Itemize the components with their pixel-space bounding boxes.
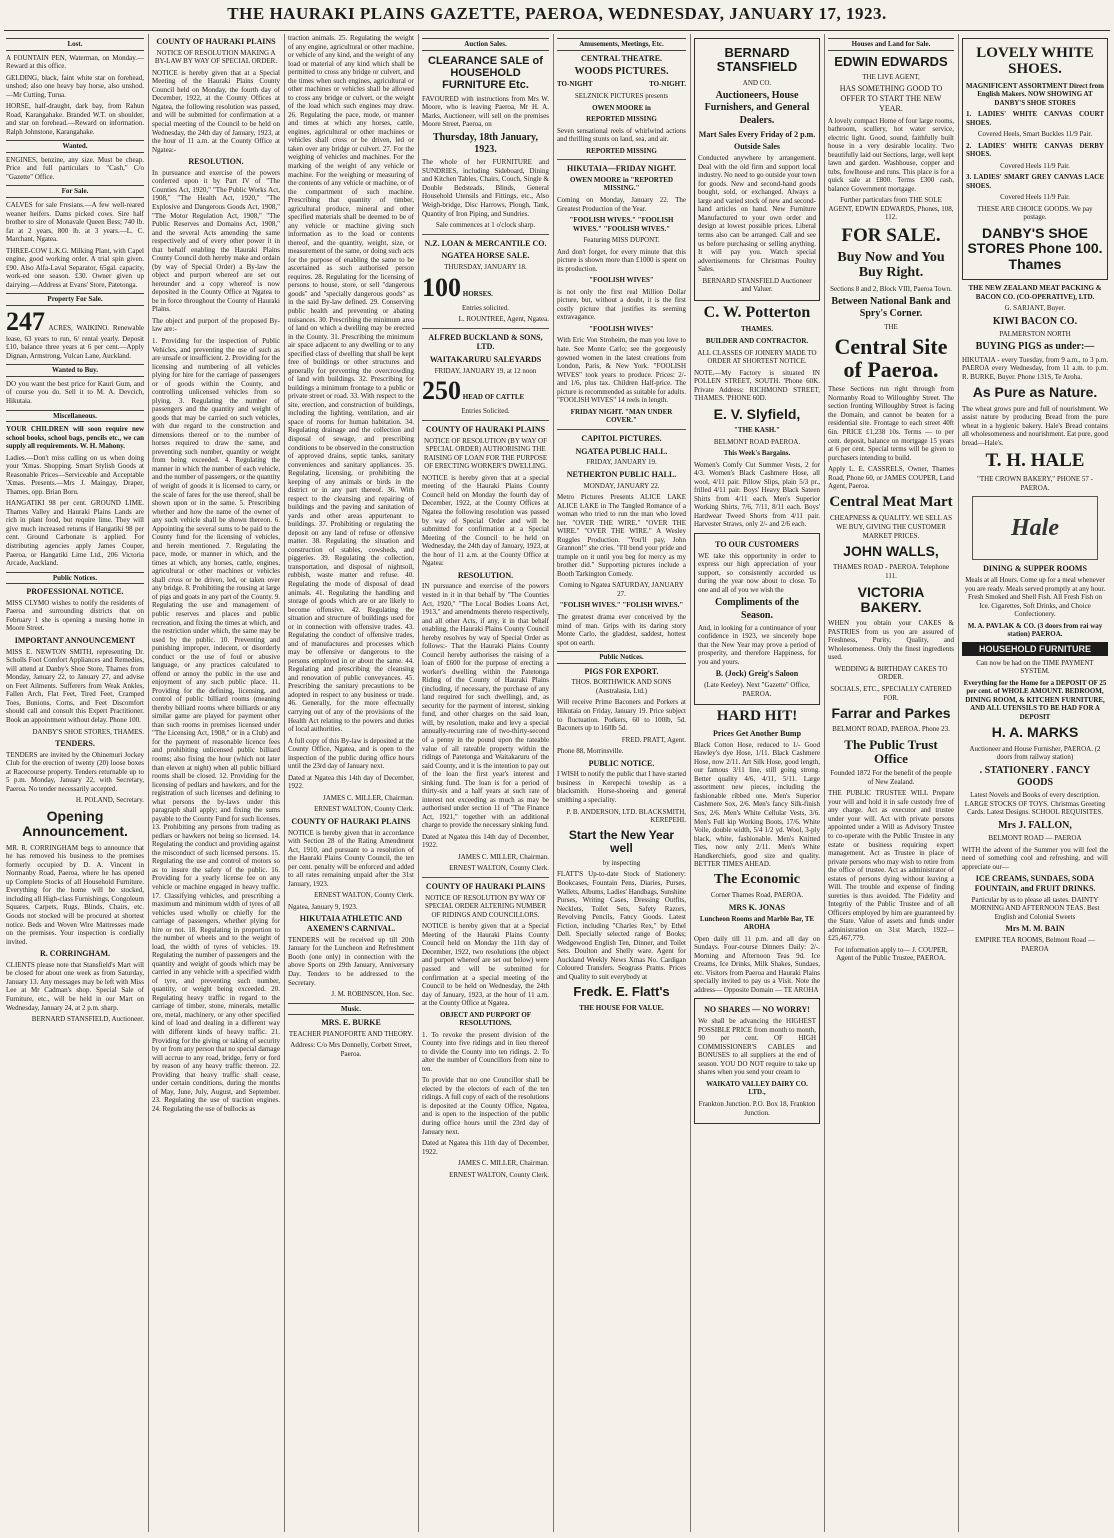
notice-title: COUNTY OF HAURAKI PLAINS	[156, 37, 276, 46]
lost-ad: HORSE, half-draught, dark bay, from Rahun Road, Karangahake. Branded W.T. on shoulder, and star on forehead.—Reward on information. Ralph Johnstone, Karangahake.	[6, 102, 144, 136]
ad-body: MONDAY, JANUARY 22.	[583, 481, 660, 490]
column-6	[694, 34, 820, 1532]
notice-body: To provide that no one Councillor shall be elected by the electors of each of the ten ridings. A full copy of each of the resolutions is deposited at the County Office, Ngatea, and is open to the inspection of the public during office hours until the 23rd day of January next.	[422, 1076, 549, 1136]
ad-signature: WAIKATO VALLEY DAIRY CO. LTD.,	[706, 1079, 808, 1097]
notice-title: COUNTY OF HAURAKI PLAINS	[425, 881, 546, 891]
notice-signature: ERNEST WALTON, County Clerk.	[449, 864, 549, 873]
notice-subtitle: NOTICE OF RESOLUTION (BY WAY OF SPECIAL ORDER) AUTHORISING THE RAISING OF LOAN FOR THE PURPOSE OF ERECTING WORKER'S DWELLING.	[423, 436, 548, 471]
ad-headline: KIWI BACON CO.	[992, 315, 1078, 327]
ad-signature: JOHN WALLS,	[843, 543, 939, 560]
white-shoes-ad	[962, 38, 1108, 280]
notice-date: Ngatea, January 9, 1923.	[288, 902, 358, 911]
film-title: "FOOLISH WIVES"	[589, 324, 654, 333]
ad-signature: G. SARJANT, Buyer.	[1004, 304, 1066, 313]
notice-signature: ERNEST WALTON, County Clerk.	[314, 805, 414, 814]
ad-headline: As Pure as Nature.	[972, 384, 1098, 401]
ad-address: Frankton Junction. P.O. Box 18, Frankton Junction.	[698, 1099, 816, 1117]
film-title: "FOOLISH WIVES." "FOOLISH WIVES." "FOOLISH WIVES."	[569, 216, 674, 233]
ad-body: Sale commences at 1 o'clock sharp.	[435, 221, 536, 230]
notice-body: A full copy of this By-law is deposited at the County Office, Ngatea, and is open to the inspection of the public during office hours until the 23rd day of January next.	[288, 736, 414, 771]
resolution-heading: RESOLUTION.	[457, 570, 514, 580]
ad-address: EMPIRE TEA ROOMS, Belmont Road — PAEROA	[974, 936, 1096, 953]
ad-body: And, in looking for a continuance of your confidence in 1923, we sincerely hope that the New Year may prove a period of prosperity, and therefore Happiness, for you and yours.	[698, 623, 816, 666]
shoe-item: 2. LADIES' WHITE CANVAS DERBY SHOES.	[966, 141, 1104, 159]
ad-subheadline: Compliments of the Season.	[715, 597, 799, 621]
ad-address: THAMES ROAD - PAEROA. Telephone 111.	[833, 563, 949, 580]
ad-body: FAVOURED with instructions from Mrs W. Moore, who is leaving Paeroa, Mr H. A. Marks, Auctioneer, will sell on the premises Moore Street, Paeroa, on	[422, 94, 549, 129]
ad-body: SOCIALS, ETC., SPECIALLY CATERED FOR.	[830, 685, 952, 702]
ad-headline: E. V. Slyfield,	[713, 405, 801, 422]
notice-signature: ERNEST WALTON, County Clerk.	[314, 891, 414, 900]
property-ad: 247 ACRES, WAIKINO. Renewable lease, 63 years to run, 6/ rental yearly. Deposit £10, balance three years at 6 per cent.—Apply Dignan, Armstrong, Vulcan Lane, Auckland.	[6, 306, 144, 360]
ad-headline: ICE CREAMS, SUNDAES, SODA FOUNTAIN, and FRUIT DRINKS.	[974, 874, 1096, 893]
notice-body: Dated at Ngatea this 11th day of December, 1922.	[422, 1139, 549, 1156]
notice-signature: H. POLAND, Secretary.	[75, 796, 144, 805]
masthead-rule	[4, 30, 1110, 31]
separator	[557, 159, 686, 160]
ad-body: MAGNIFICENT ASSORTMENT Direct from English Makers. NOW SHOWING AT DANBY'S SHOE STORES	[966, 81, 1104, 107]
column-3	[288, 34, 414, 1532]
ad-subheadline: NGATEA HORSE SALE.	[441, 251, 530, 261]
notice-signature: DANBY'S SHOE STORES, THAMES.	[32, 727, 144, 736]
ad-body: Conducted anywhere by arrangement. Deal with the old firm and support local industry. No need to go outside your town for goods. New and second-hand goods bought, sold, or exchanged. Always a large and varied stock of new and second-hand articles on hand. New Furniture Manufactured to your own order and design at lowest possible prices. Liberal terms also can be arranged. Call and see us before purchasing or selling anything. It will pay you. Watch special advertisements for Christmas Poultry Sales.	[698, 154, 816, 274]
ad-body: Entries solicited.	[461, 303, 510, 312]
ad-subheadline: WAITAKARURU SALEYARDS	[429, 355, 542, 365]
ad-body: NOTE.—My Factory is situated IN POLLEN STREET, SOUTH. 'Phone 60K. Private Address: RICHMOND STREET, THAMES. 'PHONE 60D.	[694, 368, 820, 403]
separator	[422, 420, 549, 421]
separator	[557, 429, 686, 430]
hale-logo: Hale	[972, 496, 1098, 560]
film-title: "FOLISH WIVES." "FOLISH WIVES."	[559, 601, 684, 610]
ad-subheadline: AND CO.	[742, 78, 772, 87]
ad-headline: DINING & SUPPER ROOMS	[983, 564, 1087, 574]
ad-body: A lovely compact Home of four large rooms, bathroom, scullery, hot water service, electric light. Good, sound, faithfully built house in a very desirable locality. Two beautifully laid out Sections, large, well kept lawn and garden. Washhouse, copper and tubs, fowlhouse and runs. This place is for a quick sale at £800. Terms £300 cash, balance Government mortgage.	[828, 116, 954, 193]
notice-subtitle: THOS. BORTHWICK AND SONS (Australasia, Ltd.)	[571, 678, 672, 695]
ad-body: Entries Solicited.	[461, 407, 510, 416]
music-teacher: MRS. E. BURKE	[321, 1018, 381, 1028]
wanted-to-buy-heading: Wanted to Buy.	[6, 364, 144, 377]
ad-signature: Mrs M. M. BAIN	[1005, 924, 1065, 934]
sale-date: Thursday, 18th January, 1923.	[432, 131, 539, 156]
misc-ad: YOUR CHILDREN will soon require new school books, school bags, pencils etc., we can supply all requirements. W. H. Mahony.	[6, 425, 144, 451]
ad-headline: WOODS PICTURES.	[574, 66, 669, 78]
ad-body: Meals at all Hours. Come up for a meal whenever you are ready. Meals served promptly at any hour. Fresh Smoked and Shell Fish. All Fresh Fish on Ice. Cigarettes, Soft Drinks, and Choice Confectionery.	[964, 576, 1106, 619]
miscellaneous-heading: Miscellaneous.	[6, 410, 144, 423]
column-divider	[824, 34, 825, 1532]
ad-signature: BERNARD STANSFIELD Auctioneer and Valuer.	[702, 276, 812, 294]
ad-address: BELMONT ROAD PAEROA.	[713, 437, 801, 446]
ad-body: The wheat grows pure and full of nourishment. We assist nature by producing Bread from the pure wheat in a hygienic bakery. Hale's Bread contains all wholesomeness and nourishment. Eat pure, good bread—Hale's.	[962, 404, 1108, 447]
ad-headline: Central Site of Paeroa.	[834, 334, 948, 383]
ad-body: WE take this opportunity in order to express our high appreciation of your support, so consistently accorded us during the year now about to close. To one and all of you we wish the	[698, 551, 816, 594]
column-divider	[284, 34, 285, 1532]
sale-ad: THREE-COW L.K.G. Milking Plant, with Capel engine, good working order. A trial spin given. £90. Also Alfa-Laval Separator, 65gal. capacity, work-ed one season. £30. Owner given up dairying.—Address at Evans' Store, Patetonga.	[6, 246, 144, 289]
ad-body: Open daily till 11 p.m. and all day on Sundays. Four-course Dinners Daily: 2/-. Morning and Afternoon Teas 9d. Ice Creams, Ice Drinks, Milk Shakes, Sundaes, etc. Visitors from Paeroa and Hauraki Plains specially invited to pay us a Visit. Note the address— Opposite Domain — TE AROHA	[694, 934, 820, 994]
film-title: FRIDAY NIGHT. "MAN UNDER COVER."	[570, 407, 673, 425]
waikato-ad	[694, 998, 820, 1124]
ad-headline: TO OUR CUSTOMERS	[715, 539, 799, 549]
public-notices-heading: Public Notices.	[6, 572, 144, 585]
ad-headline: EDWIN EDWARDS	[834, 53, 948, 69]
venue: NETHERTON PUBLIC HALL.	[566, 469, 677, 479]
misc-ad: HANGATIKI 98 per cent. GROUND LIME. Thames Valley and Hauraki Plains Lands are rich in plant food, but require lime. They will give much increased returns if Hangatiki 98 per cent. Ground Carbonate is applied. For distributing agencies apply James Couper, Paeroa, or Hangatiki Lime Ltd., 206 Victoria Arcade, Auckland.	[6, 499, 144, 568]
notice-title: HIKUTAIA ATHLETIC AND AXEMEN'S CARNIVAL.	[299, 914, 403, 934]
film-title: OWEN MOORE in "REPORTED MISSING."	[569, 175, 673, 193]
column-8	[962, 34, 1108, 1532]
ad-headline: HARD HIT!	[716, 708, 798, 725]
ad-signature: Fredk. E. Flatt's	[573, 984, 670, 1000]
ad-address: BELMONT ROAD, PAEROA. Phone 23.	[832, 725, 950, 734]
sale-date: FRIDAY, JANUARY 19, at 12 noon	[434, 366, 537, 375]
ad-body: MR. R. CORRINGHAM begs to announce that he has removed his business to the premises formerly occupied by D. A. Vincent in Normanby Road, Paeroa, where he has opened up Complete Stocks of all Household Furniture. Everything for the home will be stocked, including all High-class Furnishings, Congoleum Squares, Carpets, Rugs, Blinds, Chairs, etc. Goods not stocked will be procured at shortest notice. Beds and Woven Wire Mattresses made on the premises. Your inspection is cordially invited.	[6, 843, 144, 946]
ad-body: ALL CLASSES OF JOINERY MADE TO ORDER AT SHORTEST NOTICE.	[697, 348, 817, 366]
cattle-count: 250 HEAD OF CATTLE	[422, 376, 525, 406]
sale-ad: CALVES for sale Fresians.—A few well-reared weaner heifers. Dams picked cows. Sire half brother to sire of Monavale Queen Bess; 740 lb. fat at 2 years, 800 lb. at 3 years.—L. C. Marchant, Ngatea.	[6, 200, 144, 244]
notice-body: 1. To revoke the present division of the County into five ridings and in lieu thereof to divide the County into ten ridings. 2. To alter the number of Councillors from nine to ten.	[422, 1030, 549, 1073]
notice-body: TENDERS will be received up till 20th January for the Luncheon and Refreshment Booth (one only) in connection with the above Sports on 29th January, Anniversary Day. Tenders to be addressed to the Secretary.	[288, 935, 414, 987]
notice-body: Dated at Ngatea this 14th day of December, 1922.	[422, 832, 549, 850]
ad-body: WHEN you obtain your CAKES & PASTRIES from us you are assured of Freshness, Purity, Quality, and Wholesomeness. Only the finest ingredients used.	[828, 619, 954, 662]
notice-body: NOTICE is hereby given that at a Special Meeting of the Hauraki Plains County Council held on Monday the 11th day of December, 1922, two resolutions (the object and purport whereof are set out below) were passed and will be submitted for confirmation at a special meeting of the Council to be held on Wednesday, the 24th day of January, 1923, at the hour of 11 a.m. at the County Office at Ngatea.	[422, 922, 549, 1008]
notice-body: In pursuance and exercise of the powers conferred upon it by Part IV of "The Counties Act, 1920," "The Public Works Act, 1908," "The Health Act, 1920," "The Explosive and Dangerous Goods Act, 1908," "The Motor Regulation Act, 1908," "The Public Reserves and Domains Act, 1908," and the several Acts amending the same respectively and of every other power it in that behalf enabling the Hauraki Plains County Council doth hereby make and ordain (by way of Special Order) a By-law the object and purport whereof are set out hereunder and a copy whereof is now deposited in the County Office at Ngatea to be in force throughout the County of Hauraki Plains.	[152, 168, 280, 314]
ad-body: These Sections run right through from Normanby Road to Willoughby Street. The section fronting Willoughby Street is facing the Domain, and cannot be beaten for a residential site. Frontage to each street 40ft 6in. PRICE £1,238 10s. Terms — to per cent. deposit, balance on mortgage 15 years at 6 per cent. Special terms will be given to purchasers intending to build.	[828, 385, 954, 462]
ad-body: And don't forget, for every minute that this picture is shown more than £1000 is spent on its production.	[557, 247, 686, 273]
ad-subheadline: BUILDER AND CONTRACTOR.	[705, 337, 809, 346]
ad-headline: HOUSEHOLD FURNITURE	[962, 642, 1108, 656]
greig-ad	[694, 533, 820, 705]
ad-subheadline: BUYING PIGS as under:—	[975, 341, 1095, 353]
ad-subheadline: Luncheon Rooms and Marble Bar, TE AROHA	[699, 914, 815, 932]
ad-headline: HIKUTAIA—FRIDAY NIGHT.	[567, 164, 676, 174]
notice-signature: J. M. ROBINSON, Hon. Sec.	[331, 990, 414, 999]
ad-body: The greatest drama ever conceived by the mind of man. Grips with its daring story Monte Carlo, the gladdest, saddest, hottest spot on earth.	[557, 612, 686, 647]
column-divider	[690, 34, 691, 1532]
column-divider	[148, 34, 149, 1532]
ad-body: Coming on Monday, January 22. The Greatest Production of the Year.	[557, 196, 686, 213]
ad-address: "THE CROWN BAKERY," PHONE 57 - PAEROA.	[976, 475, 1094, 492]
notice-body: TENDERS are invited by the Ohinemuri Jockey Club for the erection of twenty (20) loose boxes at Racecourse property. Tenders returnable up to 5 p.m. Monday, January 22, with Secretary, Paeroa. No tender necessarily accepted.	[6, 750, 144, 793]
ad-subheadline: Mart Sales Every Friday of 2 p.m.	[698, 129, 816, 139]
ad-headline: C. W. Potterton	[703, 303, 811, 321]
shoe-price: Covered Heels 11/9 Pair.	[1000, 161, 1070, 170]
notice-body: IN pursuance and exercise of the powers vested in it in that behalf by "The Counties Act, 1920," "The Local Bodies Loans Act, 1913," and amendments thereto respectively, and all other Acts, if any, it in that behalf enabling, the Hauraki Plains County Council hereby resolves by way of Special Order as follows:- That the Hauraki Plains County Council hereby authorises the raising of a loan of £600 for the purpose of erecting a worker's dwelling within the Patetonga Riding of the County of Hauraki Plains (including, if necessary, the purchase of any land required for such dwelling), and, as security for the payment of interest, sinking fund, and other charges on the said loan, will, by resolution, make and levy a special annually-recurring rate of two-thirty-second of a penny in the pound upon the rateable value of all rateable property within the ridings of Patetonga and Waitakaruru of the said County, and it is the intention to pay out of the loan the first year's interest and sinking fund. The loan is for a period of thirty-six and a half years at such rate of interest not exceeding as much as may be authorised under section 11 of "The Finance Act, 1921," together with an additional charge to provide the necessary sinking fund.	[422, 582, 549, 830]
ad-body: HIKUTAIA - every Tuesday, from 9 a.m., to 3 p.m. PAEROA every Wednesday, from 11 a.m. to p.m. R. BURKE, Buyer. Phone 131S, Te Aroha.	[962, 355, 1108, 381]
ad-address: (Late Keeley). Next "Gazette" Office, PAEROA.	[704, 681, 810, 698]
film-title: REPORTED MISSING	[586, 146, 657, 155]
masthead: THE HAURAKI PLAINS GAZETTE, PAEROA, WEDNESDAY, JANUARY 17, 1923.	[227, 4, 887, 23]
shoe-item: 1. LADIES' WHITE CANVAS COURT SHOES.	[966, 110, 1104, 127]
notice-signature: P. B. ANDERSON, LTD. BLACKSMITH, KEREPEHI.	[566, 807, 686, 825]
ad-signature: Farrar and Parkes	[831, 705, 951, 722]
ad-headline: LOVELY WHITE SHOES.	[976, 45, 1094, 77]
ad-subheadline: Between National Bank and Spry's Corner.	[831, 296, 951, 320]
film-title: "FOOLISH WIVES"	[589, 276, 654, 285]
notice-signature: JAMES C. MILLER, Chairman.	[458, 852, 549, 861]
notice-subtitle: NOTICE OF RESOLUTION MAKING A BY-LAW BY WAY OF SPECIAL ORDER.	[154, 48, 278, 66]
ad-body: We shall be advancing the HIGHEST POSSIBLE PRICE from month to month, 90 per cent. OF HIGH COMMISSIONER'S CABLES and BONUSES to all suppliers at the end of season. YOU DO NOT require to take up shares when you send your cream to	[698, 1017, 816, 1077]
ad-body: Latest Novels and Books of every description. LARGE STOCKS OF TOYS. Christmas Greeting Cards. Latest Designs. SCHOOL REQUISITES.	[964, 791, 1106, 817]
lost-heading: Lost.	[6, 38, 144, 51]
notice-body: NOTICE is hereby given that in accordance with Section 28 of the Rating Amendment Act, 1910, and pursuant to a resolution of the Hauraki Plains County Council, the ten per cent. penalty will be enforced and added to all rates remaining unpaid after the 31st January, 1923.	[288, 828, 414, 888]
property-acres: 247	[6, 306, 45, 336]
ad-address: Auctioneer and House Furnisher, PAEROA. (2 doors from railway station)	[969, 744, 1101, 762]
column-divider	[553, 34, 554, 1532]
ad-body: Featuring MISS DUPONT.	[583, 236, 660, 245]
ad-subheadline: Can now be had on the TIME PAYMENT SYSTEM.	[976, 658, 1094, 676]
ad-subheadline: "THE KASH."	[734, 426, 780, 435]
ad-subheadline: Outside Sales	[733, 142, 780, 152]
amusements-heading: Amusements, Meetings, Etc.	[557, 38, 686, 51]
column-5	[557, 34, 686, 1532]
ad-subheadline: PALMERSTON NORTH	[999, 329, 1071, 338]
shoe-price: Covered Heels, Smart Buckles 11/9 Pair.	[977, 130, 1093, 139]
bylaw-items: 1. Providing for the inspection of Public Vehicles, and preventing the use of such as are unsafe or insufficient. 2. Providing for the licensing and numbering of all vehicles plying for hire for the carriage of passengers or of goods within the County, and controlling unlicensed vehicles from so plying. 3. Regulating the number of passengers and the quantity and weight of goods that may be carried on such vehicles, with due regard to the construction and dimensions thereof or to the number of horses required to draw the same, and preventing such number, quantity or weight from being exceeded. 4. Regulating the manner in which the number of each vehicle, and the number of passengers, or the quantity of weight of goods it is licensed to carry, or the scale of fares for the use thereof, shall be shown upon or in the same. 5. Prescribing whether and how the name of the owner of any such vehicle shall be shown thereon. 6. Appointing the several sums to be paid to the County fund for the licensing of vehicles, and herein mentioned. 7. Regulating the pace, mode, or manner in which, and the times at which, any horses, cattle, engines, agricultural or other machines or vehicles shall cross or be driven, led, or taken over any bridge. 8. Prohibiting the rousing at large of pigs and goats in any part of the County. 9. Regulating the use and management of public reserves and places and public recreation, and fixing the times at which, and the restriction under which, the same may be used by the public. 10. Preventing and punishing improper, indecent, or disorderly conduct or the use of foul or abusive language, or any practices calculated to offend or annoy the public in the use and enjoyment of any such public place. 11. Providing for the defining, licensing, and control of public billiard rooms (meaning thereby billiard rooms where billiards or any similar game are played for payment other than such rooms in premises licensed under "The Licensing Act, 1908," or in a Club) and for the payment of reasonable licence fees and prohibiting unlicensed public billiard rooms; also fixing the hour (which not later than eleven at night) when all public billiard rooms shall be closed. 12. Providing for the licensing of pedlars and hawkers, and for the registration of such licenses and defining to what persons the by-laws under this paragraph shall apply; and fixing the sums payable to the County Fund for such licenses. 13. Prohibiting any persons from trading as pedlars or hawkers not being so licensed. 14. Regulating the conduct and providing against the misconduct of such licensed persons. 15. Regulating the use and control of motors so as to insure the safety of the public. 16. Providing for a yearly license fee on any vehicle or machine engaged in heavy traffic. 17. Classifying vehicles, and prescribing a maximum and minimum width of tyres of all vehicles used wholly or chiefly for the carriage of passengers, whether plying for hire or not. 18. Regulating in proportion to the number of wheels and to the weight of load, the width of tyres of vehicles. 19. Regulating the number of passengers and the quantity and weight of goods which may be carried in any vehicle with a specified width of tyre, and preventing such number, quantity, or weight being exceeded. 20. Regulating heavy traffic in regard to the carriage of timber, stone, minerals, metallic ore, metal, machinery, or any other specified kind of load and dealing in a different way with different kinds of heavy traffic. 21. Providing for the giving or taking of security by or from any person that no special damage will accrue to any road, bridge, ferry or ford by reason of any heavy traffic thereon. 22. Providing that heavy traffic shall cease, under certain conditions, during the months of May, June, July, August, and September. 23. Regulating the use of traction engines. 24. Regulating the use of bullocks as	[152, 336, 280, 1113]
ad-signature: BERNARD STANSFIELD, Auctioneer.	[31, 1015, 144, 1024]
ad-headline: NO SHARES — NO WORRY!	[704, 1005, 810, 1015]
column-7	[828, 34, 954, 1532]
notice-body: I WISH to notify the public that I have started business in Kerepechi towship as a blacksmith. Horse-shoeing and general smithing a speciality.	[557, 770, 686, 804]
wanted-heading: Wanted.	[6, 140, 144, 153]
ad-body: Everything for the Home for a DEPOSIT OF 25 per cent. of WHOLE AMOUNT. BEDROOM, DINING ROOM, & KITCHEN FURNITURE, AND ALL UTENSILS TO BE HAD FOR A DEPOSIT	[963, 678, 1107, 721]
ad-headline: Start the New Year well	[568, 827, 675, 855]
lost-ad: GELDING, black, faint white star on forehead, unshod; also one heavy bay horse, also unshod.—Mr Cutting, Turua.	[6, 73, 144, 99]
notice-title: COUNTY OF HAURAKI PLAINS	[291, 816, 411, 826]
bylaw-items: traction animals. 25. Regulating the weight of any engine, agricultural or other machine, or vehicle of any kind, and the weight of any load or material of any kind which shall be permitted to cross any bridge or culvert, and the times when such engines, agricultural or other machines or vehicles shall be allowed to cross any bridge or culvert, or the weight of the load which such engines may draw. 26. Regulating the pace, mode, or manner and times at which any horses, cattle, engines, agricultural or other machines or vehicles shall cross or be driven, led or taken over any bridge or culvert. 27. For the weighing of vehicles and machines. For the marking of the weight of any vehicle or machine. For the weighing or measuring of the contents of any vehicle or machine, or of the compartment of such machine. Prescribing that quantity of timber, agricultural produce, mineral and other specified materials shall be deemed to be of any vehicle or machine giving such information as to the load or contents thereof, and the quantity, weight, size, or measurement of the same, or doing such acts for the purpose of enabling the same to be ascertained as such authorised person requires. 28. Regulating for the licensing of persons to house, store, or sell "dangerous goods" and "specially dangerous goods" as in the said By-law defined. 29. Conserving public health and preventing or abating nuisances. 30. Prescribing the minimum area of land on which a dwelling may be erected in the County. 31. Prescribing the minimum air space adjacent to any dwelling or to any specified class of dwelling that shall be kept free of buildings or other structures and generally for preventing the overcrowding of land with buildings. 32. Prescribing for buildings a minimum frontage to a public or private street or road. 33. With respect to the site, erection, and construction of buildings, including the lighting, ventilation, and air space of rooms for human habitation. 34. Regulating drainage and the collection and disposal of sewage, and prescribing conditions to be observed in the construction of approved drains, septic tanks, sanitary conveniences and sanitary appliances. 35. Regulating, licensing, or prohibiting the keeping of any animals or birds in the district or in any part thereof. 36. With respect to the cleansing and repairing of buildings and the paving and sanitation of yards and other areas appurtenant to buildings. 37. Prohibiting or regulating the deposit on any land of refuse or offensive matter. 38. Regulating the situation and construction of stables, cowsheds, and piggeries. 39. Regulating the collection, transportation, and disposal of nightsoil, rubbish, waste matter and refuse. 40. Regulating the mode of disposal of dead animals. 41. Regulating the handling and storage of goods which are or are likely to become offensive. 42. Regulating the situation and structure of buildings used for or in connection with offensive trades. 43. Regulating the conduct of offensive trades, and of manufactures and processes which may be offensive or dangerous to the persons employed in or about the same. 44. Regulating and prescribing the cleansing and renovation of public conveyances. 45. Prescribing the sanitary precautions to be adopted in respect to any business or trade. 46. Generally, for the more effectually carrying out of any of the provisions of the Health Act relating to the powers and duties of local authorities.	[288, 34, 414, 734]
ad-body: CHEAPNESS & QUALITY. WE SELL AS WE BUY, GIVING THE CUSTOMER MARKET PRICES.	[830, 514, 952, 540]
ad-subheadline: This Week's Bargains.	[723, 449, 791, 458]
ad-headline: BERNARD STANSFIELD	[716, 45, 798, 75]
ad-subheadline: Buy Now and You Buy Right.	[837, 249, 945, 281]
ad-address: Corner Thames Road, PAEROA.	[710, 891, 804, 900]
ad-headline: THE NEW ZEALAND MEAT PACKING & BACON CO. (CO-OPERATIVE), LTD.	[968, 284, 1102, 301]
show-times: TO-NIGHT TO-NIGHT.	[557, 80, 686, 89]
separator	[422, 328, 549, 329]
wanted-ad: ENGINES, benzine, any size. Must be cheap. Price and full particulars to "Cash," C/o "Gazette" Office.	[6, 155, 144, 181]
houses-land-heading: Houses and Land for Sale.	[828, 38, 954, 51]
notice-title: TENDERS.	[55, 739, 95, 749]
lost-ad: A FOUNTAIN PEN, Waterman, on Monday.—Reward at this office.	[6, 53, 144, 71]
notice-title: COUNTY OF HAURAKI PLAINS	[425, 424, 546, 434]
ad-signature: T. H. HALE	[985, 450, 1085, 472]
notice-body: The object and purport of the proposed By-law are:-	[152, 316, 280, 334]
ad-headline: CLEARANCE SALE of HOUSEHOLD FURNITURE Etc.	[428, 54, 543, 91]
ad-signature: The Economic	[714, 871, 800, 887]
public-notices-heading: Public Notices.	[557, 651, 686, 664]
ad-headline: . STATIONERY . FANCY GOODS	[979, 764, 1091, 789]
ad-headline: The Public Trust Office	[844, 736, 938, 766]
notice-subtitle: NOTICE OF RESOLUTION BY WAY OF SPECIAL ORDER ALTERING NUMBER OF RIDINGS AND COUNCILLORS.	[424, 893, 547, 919]
ad-subheadline: HAS SOMETHING GOOD TO OFFER TO START THE NEW YEAR.	[839, 84, 943, 113]
ad-address: BELMONT ROAD — PAEROA	[988, 834, 1082, 843]
ad-body: OWEN MOORE in	[592, 103, 651, 112]
column-1	[6, 34, 144, 1532]
ad-headline: ALFRED BUCKLAND & SONS, LTD.	[428, 332, 543, 352]
notice-body: NOTICE is hereby given that at a Special Meeting of the Hauraki Plains County Council held on Monday, the fourth day of December, 1922, at the County Offices at Ngatea, the following resolution was passed, and will be submitted for confirmation at a special meeting of the Council to be held on Wednesday, the 24th day of January, 1923, at the hour of 11 a.m. at the County Office at Ngatea:-	[152, 68, 280, 154]
notice-title: PROFESSIONAL NOTICE.	[26, 587, 124, 597]
property-heading: Property For Sale.	[6, 293, 144, 306]
column-2	[152, 34, 280, 1532]
notice-signature: FRED. PRATT, Agent.	[621, 735, 686, 744]
for-sale-heading: For Sale.	[6, 185, 144, 198]
ad-body: WEDDING & BIRTHDAY CAKES TO ORDER.	[834, 664, 948, 682]
ad-body: Women's Comfy Cut Summer Vests, 2 for 4/3. Women's Black Cashmere Hose, all wool, 4/11 pair. Pillow Slips, plain 5/3 pr., frilled 4/11 pair. Boys' Heavy Black Sateen Shirts from 4/11 each. Men's Superior Working Shirts, 7/6, 7/11, 8/11 each. Boys' Hardwear Tweed Shorts from 4/11 pair. Harvester Straws, only 2/- and 2/6 each.	[694, 460, 820, 529]
ad-body: SELZNICK PICTURES presents	[574, 92, 669, 100]
notice-title: PIGS FOR EXPORT.	[584, 666, 659, 676]
wanted-to-buy-ad: DO you want the best price for Kauri Gum, and of course you do. Sell it to M. A. Devcich, Hikutaia.	[6, 379, 144, 405]
film-title: REPORTED MISSING	[586, 115, 657, 124]
horse-count: 100 HORSES.	[422, 272, 493, 302]
ad-body: The whole of her FURNITURE and SUNDRIES, including Sideboard, Dining and Kitchen Tables, Chairs, Couch, Single & Double Bedsteads, Blinds, General Household Utensils and Fittings, etc., Also Weigh-bridge, Disc Harrows, Plough, Tank, Quantity of Iron Piping, and Sundries.	[422, 158, 549, 218]
shoe-price: Covered Heels 11/9 Pair.	[1000, 193, 1070, 202]
ad-subheadline: Prices Get Another Bump	[712, 728, 802, 738]
ad-body: THE	[884, 322, 898, 331]
music-details: TEACHER PIANOFORTE AND THEORY.	[288, 1029, 414, 1038]
ad-body: CLIENTS please note that Stansfield's Mart will be closed for about one week as from Saturday, January 13. Any messages may be left with Miss Lee at Mr Cadman's shop. Special Sale of Furniture, etc., will be held in our Mart on Wednesday, January 24, at 2 p.m. sharp.	[6, 960, 144, 1012]
ad-headline: CAPITOL PICTURES.	[581, 433, 662, 443]
ad-body: by inspecting	[602, 858, 641, 867]
ad-subheadline: Founded 1872 For the benefit of the people of New Zealand.	[830, 769, 952, 786]
ad-contact: For information apply to— J. COUPER, Agent of the Public Trustee, PAEROA.	[834, 945, 948, 963]
notice-body: Phone 88, Morrinsville.	[557, 747, 624, 756]
music-heading: Music.	[288, 1003, 414, 1016]
notice-body: Will receive Prime Baconers and Porkers at Hikutaia on Friday, January 19. Price subject to fluctuation. Porkers, 60 to 100lb, 5d. Baconers up to 160lb 5d.	[557, 698, 686, 733]
ad-body: Sections 8 and 2, Block VIII, Paeroa Town.	[830, 284, 952, 293]
ad-headline: FOR SALE.	[841, 224, 941, 246]
resolution-heading: RESOLUTION.	[188, 157, 244, 167]
column-divider	[418, 34, 419, 1532]
notice-signature: JAMES C. MILLER, Chairman.	[458, 1159, 549, 1168]
notice-signature: ERNEST WALTON, County Clerk.	[449, 1170, 549, 1179]
ad-headline: CENTRAL THEATRE.	[580, 53, 663, 63]
ad-signature: L. ROUNTREE, Agent, Ngatea.	[458, 315, 549, 324]
ad-signature: DANBY'S SHOE STORES Phone 100. Thames	[967, 224, 1103, 272]
ad-body: Black Cotton Hose, reduced to 1/- Good Hawley's dye Hose, 1/11. Black Cashmere Hose, now 2/11. Art Silk Hose, good length, our famous 3/11 line, still going strong. Better quality 4/6, 4/11, 5/11. Large assortment new pieces, including the fashionable ribbed one. Men's Superior Cashmere Sox, 2/6. Men's fancy Silk-finish Sox, 2/6. Men's White Cellular Vests, 3/6. Men's Full kip Working Boots, 17/6. White Voile, double width, 5/4 1/2 yd. Wool, 3-ply black, white, fashionable. Men's Knitted Ties, now only 2/11. Men's White Handkerchiefs, good size and quality. BETTER TIMES AHEAD.	[694, 740, 820, 869]
ad-subheadline: THE LIVE AGENT,	[862, 72, 920, 81]
column-divider	[958, 34, 959, 1532]
venue: NGATEA PUBLIC HALL.	[575, 446, 668, 456]
ad-headline: VICTORIA BAKERY.	[857, 583, 925, 615]
ad-headline: Opening Announcement.	[22, 807, 128, 840]
notice-body: NOTICE is hereby given that at a special meeting of the Hauraki Plains County Council held on Monday the fourth day of December, 1922, at the County Offices at Ngatea the following resolution was passed by way of Special Order and will be submitted for confirmation at a Special Meeting of the Council to be held on Wednesday, the 24th day of January, 1923, at the hour of 11 a.m. at the County Office at Ngatea:	[422, 473, 549, 568]
ad-body: With Eric Von Stroheim, the man you love to hate. See Monte Carlo; see the gorgeously gowned women in the latest creations from London, Paris, & New York. "FOOLISH WIVES" took years to produce. Prices: 2/- and 1/6, plus tax. Children Half-price. The picture is recommended as suitable for adults. "FOOLISH WIVES" 14 reels in length.	[557, 336, 686, 405]
ad-body: Metro Pictures Presents ALICE LAKE ALICE LAKE in The Tangled Romance of a woman who tried to run the man who loved her. "OVER THE WIRE." "OVER THE WIRE." "OVER THE WIRE." A Wesley Ruggles Production. "You'll pay, John Grannon!" she cries. "I'll bend your pride and trample on it until you beg for mercy as my brother did." Supporting pictures include a Booth Tarkington Comedy.	[557, 493, 686, 578]
ad-subheadline: Auctioneers, House Furnishers, and General Dealers.	[704, 90, 810, 126]
ad-signature: B. (Jock) Greig's Saloon	[715, 669, 799, 679]
notice-signature: JAMES C. MILLER, Chairman.	[323, 793, 414, 802]
separator	[422, 877, 549, 878]
ad-body: Coming to Ngatea SATURDAY, JANUARY 27.	[559, 581, 684, 598]
notice-body: MISS E. NEWTON SMITH, representing Dr. Scholls Foot Comfort Appliances and Remedies, will attend at Danby's Shoe Store, Thames from Monday, January 22, to January 27, and advise on Feet Ailments. Sufferers from Weak Ankles, Fallen Arch, Flat Feet, Tired Feet, Cramped Toes, Bunions, Corns, and Feet Discomfort should call and consult this Expert Practitioner. Book an appointment without delay. Phone 100.	[6, 647, 144, 724]
sale-date: THURSDAY, JANUARY 18.	[444, 263, 527, 272]
ad-headline: Central Meat Mart	[829, 493, 953, 510]
music-address: Address: C/o Mrs Donnelly, Corbett Street, Paeroa.	[290, 1041, 412, 1058]
ad-body: FLATT'S Up-to-date Stock of Stationery: Bookcases, Fountain Pens, Diaries, Purses, Wallets, Albums, Ladies' Handbags, Sunshine Purses, Writing Cases, Dressing Outfits, Necklets, Toilet Sets, Safety Razors, Revolving Pencils, Fancy Goods. Latest Fiction, including "Charles Rex," by Ethel Dell. Specially selected range of Books; Wedgewood English Ten, Dinner, and Toilet Sets. Doulton and Shelly ware. Agent for Auckland Weekly News Xmas No. Cardigan Coloured Transfers. Seagrass Prams. Prices and Quality to suit everybody at	[557, 870, 686, 981]
auction-sales-heading: Auction Sales.	[422, 38, 549, 51]
ad-contact: Further particulars from THE SOLE AGENT, EDWIN EDWARDS, Phones, 108, 112.	[828, 196, 954, 222]
ad-body: WITH the advent of the Summer you will feel the need of something cool and refreshing, and will appreciate our—	[962, 845, 1108, 871]
ad-subheadline: THAMES.	[740, 325, 774, 334]
shoe-item: 3. LADIES' SMART GREY CANVAS LACE SHOES.	[966, 173, 1104, 190]
ad-signature: M. A. PAVLAK & CO. (3 doors from rai way station) PAEROA.	[967, 621, 1103, 639]
ad-signature: Mrs J. FALLON,	[998, 819, 1072, 831]
ad-body: THE PUBLIC TRUSTEE WILL Prepare your will and hold it in safe custody free of any charge. Act as executor and trustee under your will. Act with private persons appointed under a Will as Advisory Trustee to co-operate with the Public Trustee in any estate or business requiring expert management. Act as Trustee in place of private persons who may wish to retire from the office of trustee. Act as administrator of estates of persons dying without leaving a Will. The trouble and expense of finding sureties is thus avoided. The Fidelity and Integrity of the Public Trustee and of all Officers employed by him are guaranteed by the State. Value of assets and funds under administration on 31st March, 1922—£25,467,779.	[828, 789, 954, 943]
notice-body: MISS CLYMO wishes to notify the residents of Paeroa and surrounding districts that on February 1 she is opening a nursing home in Moore Street.	[6, 598, 144, 633]
notice-subheading: OBJECT AND PURPORT OF RESOLUTIONS.	[439, 1010, 532, 1028]
stansfield-ad	[694, 38, 820, 301]
ad-body: Seven sensational reels of whirlwind actions and thrilling stunts on land, sea, and air.	[557, 126, 686, 144]
ad-signature: R. CORRINGHAM.	[40, 949, 110, 959]
ad-tagline: THE HOUSE FOR VALUE.	[579, 1003, 664, 1012]
ad-body: FRIDAY, JANUARY 19.	[586, 458, 657, 467]
notice-body: Dated at Ngatea this 14th day of December, 1922.	[288, 773, 414, 791]
separator	[422, 234, 549, 235]
ad-headline: MRS K. JONAS	[728, 902, 786, 912]
ad-body: THESE ARE CHOICE GOODS. We pay postage.	[977, 204, 1093, 222]
ad-body: is not only the first real Million Dollar picture, but, without a doubt, it is the first costly picture that justifies its seeming extravagance.	[557, 287, 686, 322]
ad-signature: H. A. MARKS	[991, 724, 1079, 741]
misc-ad: Ladies.—Don't miss calling on us when doing your 'Xmas. Shopping. Smart Stylish Goods at Reasonable Prices—Serviceable and Acceptable 'Xmas. Presents.—Mrs J. Maingay, Draper, Thames, opp. Brian Boru.	[6, 453, 144, 496]
notice-title: IMPORTANT ANNOUNCEMENT	[14, 635, 136, 645]
ad-contact: Apply L. E. CASSRELS, Owner, Thames Road, Phone 60, or JAMES COUPER, Land Agent, Paeroa.	[828, 465, 954, 491]
ad-headline: N.Z. LOAN & MERCANTILE CO.	[424, 238, 547, 248]
notice-title: PUBLIC NOTICE.	[588, 758, 655, 768]
ad-body: Particular by us to please all tastes. DAINTY MORNING AND AFTERNOON TEAS. Best English and Colonial Sweets	[970, 895, 1100, 921]
column-4	[422, 34, 549, 1532]
